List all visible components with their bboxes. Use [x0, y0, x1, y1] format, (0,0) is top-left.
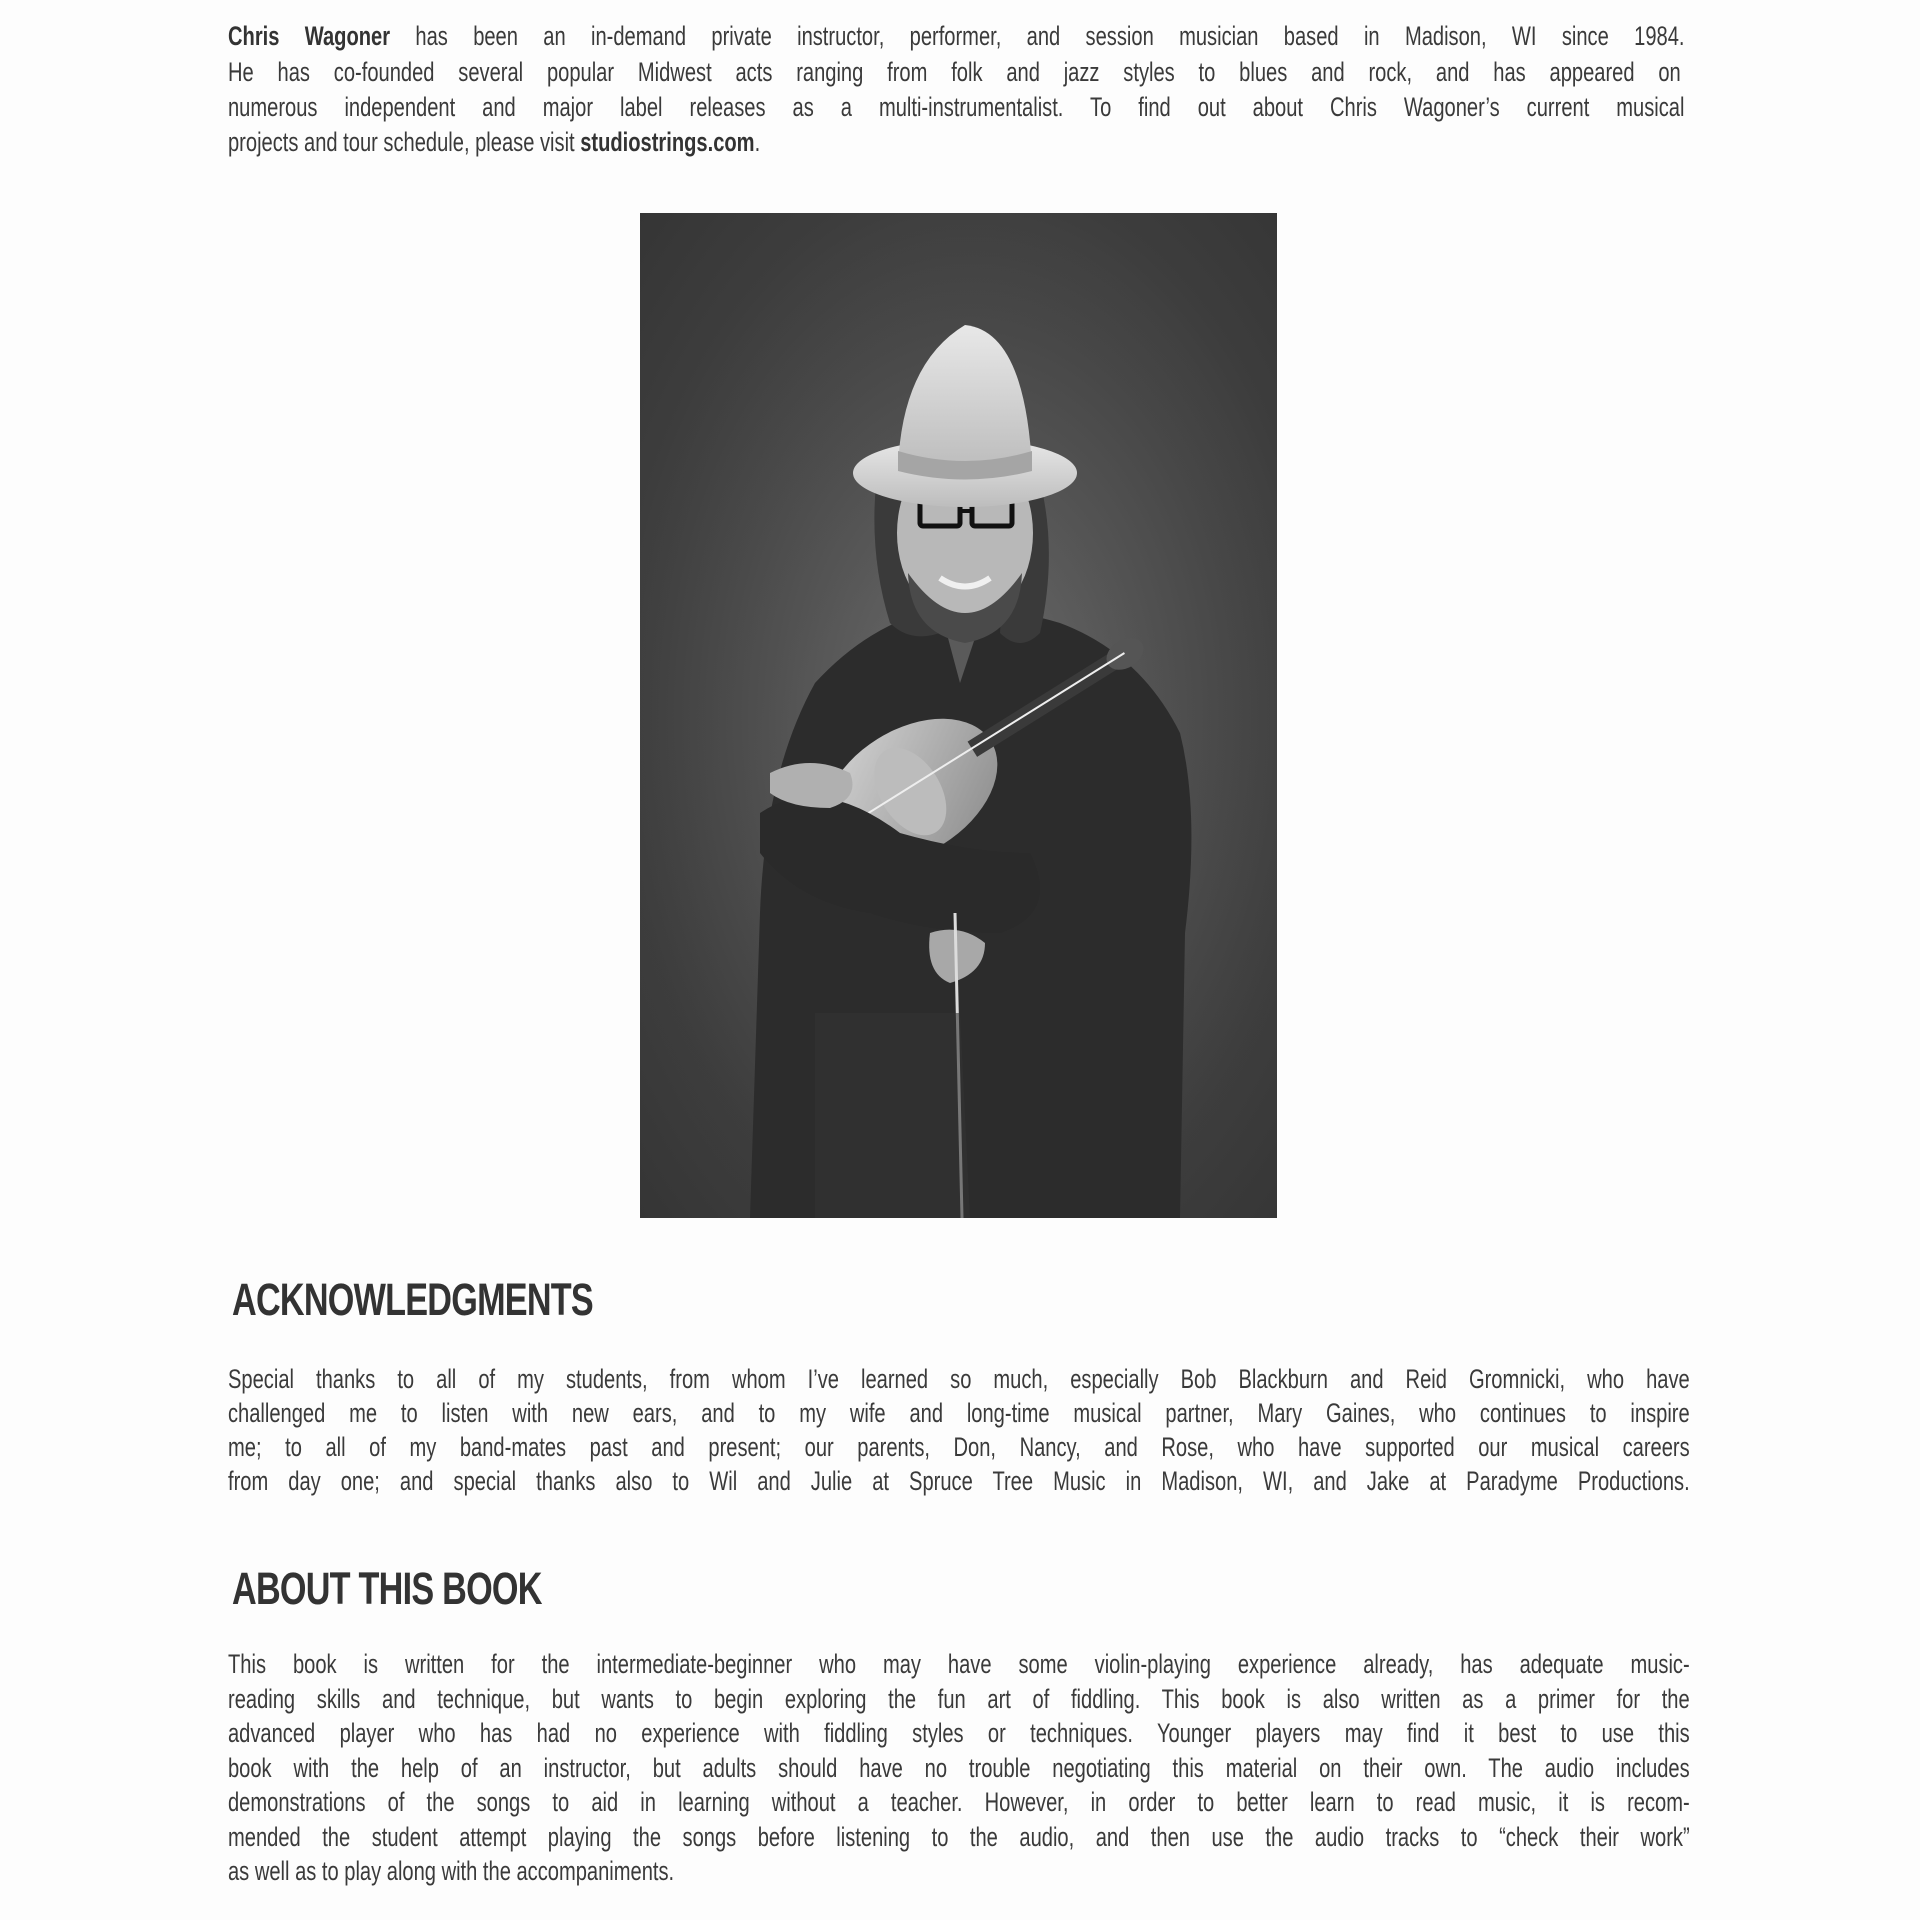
acknowledgments-line: from day one; and special thanks also to Wil and Julie at Spruce Tree Music in Madison, WI, and Jake at Paradyme Productions.	[228, 1466, 1690, 1496]
bio-line: Chris Wagoner has been an in-demand private instructor, performer, and session musician based in Madison, WI since 1984.	[228, 21, 1685, 51]
acknowledgments-line: me; to all of my band-mates past and present; our parents, Don, Nancy, and Rose, who have supported our musical careers	[228, 1432, 1690, 1462]
acknowledgments-heading: ACKNOWLEDGMENTS	[232, 1274, 593, 1325]
about-line: advanced player who has had no experience with fiddling styles or techniques. Younger players may find it best to use this	[228, 1718, 1690, 1748]
website-link[interactable]: studiostrings.com	[580, 127, 755, 157]
bio-line: He has co-founded several popular Midwest acts ranging from folk and jazz styles to blues and rock, and has appeared on	[228, 57, 1681, 87]
about-heading: ABOUT THIS BOOK	[232, 1563, 542, 1614]
about-line: reading skills and technique, but wants to begin exploring the fun art of fiddling. This book is also written as a primer for the	[228, 1683, 1690, 1714]
bio-line: numerous independent and major label releases as a multi-instrumentalist. To find out about Chris Wagoner’s current musical	[228, 92, 1685, 122]
musician-portrait-illustration	[640, 213, 1277, 1218]
acknowledgments-line: challenged me to listen with new ears, and to my wife and long-time musical partner, Mary Gaines, who continues to inspire	[228, 1398, 1690, 1428]
bio-line: projects and tour schedule, please visit studiostrings.com.	[228, 127, 761, 157]
about-line: demonstrations of the songs to aid in learning without a teacher. However, in order to better learn to read music, it is recom-	[228, 1787, 1690, 1817]
acknowledgments-line: Special thanks to all of my students, from whom I’ve learned so much, especially Bob Blackburn and Reid Gromnicki, who have	[228, 1364, 1690, 1394]
author-name: Chris Wagoner	[228, 21, 391, 51]
author-photo	[640, 213, 1277, 1218]
about-line: as well as to play along with the accompaniments.	[228, 1856, 675, 1886]
about-line: book with the help of an instructor, but adults should have no trouble negotiating this material on their own. The audio includes	[228, 1752, 1690, 1783]
about-line: mended the student attempt playing the songs before listening to the audio, and then use the audio tracks to “check their work”	[228, 1821, 1690, 1852]
about-line: This book is written for the intermediate-beginner who may have some violin-playing experience already, has adequate music-	[228, 1649, 1690, 1679]
